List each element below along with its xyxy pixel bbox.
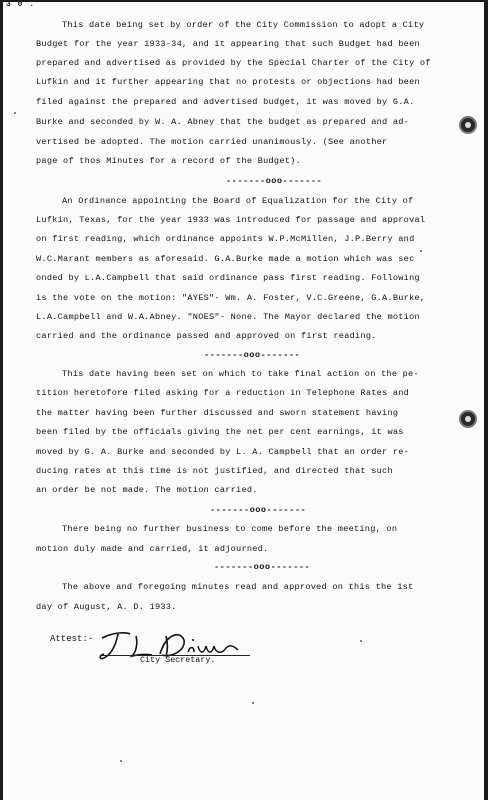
text-line: moved by G. A. Burke and seconded by L. A. Campbell that an order re-	[36, 447, 410, 457]
text-line: onded by L.A.Campbell that said ordinance pass first reading. Following	[36, 273, 420, 283]
scan-speck	[120, 760, 122, 762]
text-line: day of August, A. D. 1933.	[36, 602, 177, 612]
scan-edge-right	[484, 0, 488, 800]
scan-edge-top	[0, 0, 488, 2]
text-line: on first reading, which ordinance appoints W.P.McMillen, J.P.Berry and	[36, 234, 415, 244]
text-line: There being no further business to come before the meeting, on	[62, 524, 398, 534]
text-line: Lufkin, Texas, for the year 1933 was introduced for passage and approval	[36, 215, 426, 225]
text-line: Burke and seconded by W. A. Abney that the budget as prepared and ad-	[36, 117, 410, 127]
text-line: L.A.Campbell and W.A.Abney. "NOES"- None. The Mayor declared the motion	[36, 312, 420, 322]
text-line: an order be not made. The motion carried.	[36, 485, 258, 495]
text-line: motion duly made and carried, it adjourned.	[36, 544, 269, 554]
page-corner-mark: 3 0 .	[6, 0, 36, 9]
text-line: Budget for the year 1933-34, and it appearing that such Budget had been	[36, 39, 420, 49]
text-line: carried and the ordinance passed and approved on first reading.	[36, 331, 377, 341]
scan-speck	[360, 640, 362, 642]
scan-speck	[252, 702, 254, 704]
text-line: This date having been set on which to take final action on the pe-	[62, 369, 419, 379]
text-line: W.C.Marant members as aforesaid. G.A.Burke made a motion which was sec	[36, 254, 415, 264]
text-line: been filed by the officials giving the net per cent earnings, it was	[36, 427, 404, 437]
text-line: vertised be adopted. The motion carried unanimously. (See another	[36, 137, 388, 147]
text-line: The above and foregoing minutes read and approved on this the 1st	[62, 582, 414, 592]
scan-edge-left	[0, 0, 3, 800]
attest-label: Attest:-	[50, 634, 94, 644]
binder-hole-icon	[459, 116, 477, 134]
scan-speck	[420, 250, 422, 252]
section-separator: -------ooo-------	[210, 505, 307, 515]
text-line: prepared and advertised as provided by the Special Charter of the City of	[36, 58, 431, 68]
text-line: An Ordinance appointing the Board of Equalization for the City of	[62, 196, 414, 206]
text-line: the matter having been further discussed and sworn statement having	[36, 408, 399, 418]
text-line: is the vote on the motion: "AYES"- Wm. A. Foster, V.C.Greene, G.A.Burke,	[36, 293, 426, 303]
attest-title: City Secretary.	[140, 655, 216, 665]
text-line: page of thos Minutes for a record of the Budget).	[36, 156, 301, 166]
text-line: Lufkin and it further appearing that no protests or objections had been	[36, 77, 420, 87]
section-separator: -------ooo-------	[226, 176, 323, 186]
section-separator: -------ooo-------	[204, 350, 301, 360]
text-line: tition heretofore filed asking for a reduction in Telephone Rates and	[36, 388, 410, 398]
binder-hole-icon	[459, 410, 477, 428]
section-separator: -------ooo-------	[214, 562, 311, 572]
scan-speck	[14, 112, 16, 114]
text-line: filed against the prepared and advertised budget, it was moved by G.A.	[36, 97, 415, 107]
text-line: ducing rates at this time is not justified, and directed that such	[36, 466, 393, 476]
text-line: This date being set by order of the City Commission to adopt a City	[62, 20, 425, 30]
